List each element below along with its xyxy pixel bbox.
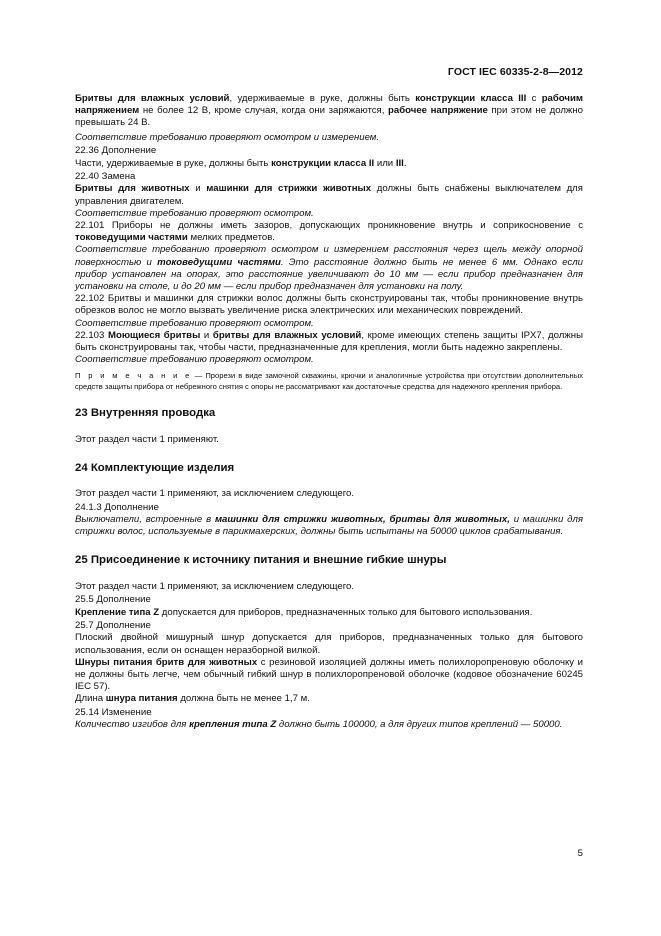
- clause-24-1-3: 24.1.3 Дополнение: [75, 501, 159, 513]
- section-24-text: Этот раздел части 1 применяют, за исключением следующего.: [75, 488, 355, 500]
- page-number: 5: [577, 848, 583, 859]
- note: П р и м е ч а н и е — Прорези в виде замочной скважины, крючки и аналогичные устройства при отсутствии дополнительных средств защиты прибора от небрежного снятия с опоры не рассматривают как достаточные средства для надежного крепления прибора.: [75, 371, 583, 391]
- section-23-text: Этот раздел части 1 применяют.: [75, 433, 219, 445]
- animal-cord-paragraph: Шнуры питания бритв для животных с резиновой изоляцией должны иметь полихлоропреновую оболочку и не должны быть легче, чем обычный гибкий шнур в полихлоропреновой оболочке (кодовое обозначение 60245 IEC 57).: [75, 656, 583, 693]
- clause-25-7: 25.7 Дополнение: [75, 620, 151, 632]
- page-content: [75, 93, 583, 732]
- section-23-title: 23 Внутренняя проводка: [75, 407, 216, 420]
- paragraph-hand-parts: Части, удерживаемые в руке, должны быть конструкции класса II или III.: [75, 157, 407, 169]
- clause-22-102: 22.102 Бритвы и машинки для стрижки волос должны быть сконструированы так, чтобы проникновение внутрь обрезков волос не могло вызвать увеличение риска электрических или механических повреждений.: [75, 293, 583, 317]
- compliance-check: Соответствие требованию проверяют осмотром.: [75, 354, 314, 366]
- clause-22-103: 22.103 Моющиеся бритвы и бритвы для влажных условий, кроме имеющих степень защиты IPX7, должны быть сконструированы так, чтобы части, предназначенные для крепления, могли быть надежно закреплены.: [75, 329, 583, 354]
- tinsel-cord-paragraph: Плоский двойной мишурный шнур допускается для приборов, предназначенных только для бытового использования, если он оснащен неразборной вилкой.: [75, 632, 583, 656]
- compliance-check: Соответствие требованию проверяют осмотром и измерением.: [75, 131, 380, 143]
- compliance-check: Соответствие требованию проверяют осмотром.: [75, 317, 314, 329]
- doc-header: ГОСТ IEC 60335-2-8—2012: [447, 66, 583, 78]
- section-25-title: 25 Присоединение к источнику питания и внешние гибкие шнуры: [75, 554, 447, 567]
- section-24-title: 24 Комплектующие изделия: [75, 461, 235, 474]
- clause-22-101: 22.101 Приборы не должны иметь зазоров, допускающих проникновение внутрь и соприкосновение с токоведущими частями мелких предметов.: [75, 220, 583, 244]
- paragraph-animal-shavers: Бритвы для животных и машинки для стрижки животных должны быть снабжены выключателем для управления двигателем.: [75, 183, 583, 207]
- clause-25-5: 25.5 Дополнение: [75, 594, 151, 606]
- compliance-check: Соответствие требованию проверяют осмотром и измерением расстояния через щель между опорной поверхностью и токоведущими частями. Это расстояние должно быть не менее 6 мм. Однако если прибор установлен на опорах, это расстояние увеличивают до 10 мм — если прибор предназначен для установки на столе, и до 20 мм — если прибор предназначен для установки на полу.: [75, 244, 583, 293]
- clause-22-36: 22.36 Дополнение: [75, 145, 157, 157]
- paragraph-wet-shavers: Бритвы для влажных условий, удерживаемые в руке, должны быть конструкции класса III с рабочим напряжением не более 12 В, кроме случая, когда они заряжаются, рабочее напряжение при этом не должно превышать 24 В.: [75, 93, 583, 129]
- clause-22-40: 22.40 Замена: [75, 171, 136, 183]
- type-z-paragraph: Крепление типа Z допускается для приборов, предназначенных только для бытового использования.: [75, 606, 533, 618]
- section-25-text: Этот раздел части 1 применяют, за исключением следующего.: [75, 580, 355, 592]
- switches-requirement: Выключатели, встроенные в машинки для стрижки животных, бритвы для животных, и машинки для стрижки волос, используемые в парикмахерских, должны быть испытаны на 50000 циклов срабатывания.: [75, 513, 583, 538]
- cord-length-paragraph: Длина шнура питания должна быть не менее 1,7 м.: [75, 693, 310, 705]
- flex-count-paragraph: Количество изгибов для крепления типа Z должно быть 100000, а для других типов креплений — 50000.: [75, 719, 563, 731]
- compliance-check: Соответствие требованию проверяют осмотром.: [75, 207, 314, 219]
- clause-25-14: 25.14 Изменение: [75, 707, 152, 719]
